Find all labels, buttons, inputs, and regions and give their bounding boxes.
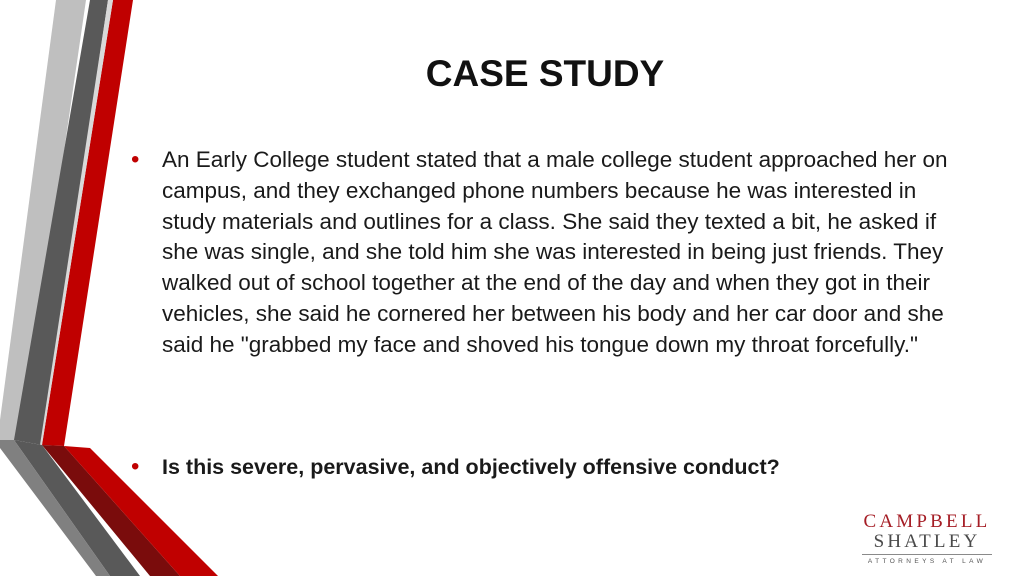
- bullet-item-scenario: [131, 145, 981, 425]
- logo-line-campbell: CAMPBELL: [863, 511, 991, 532]
- bullet-icon: •: [131, 453, 140, 480]
- bullet-icon: •: [131, 146, 140, 173]
- logo-divider: [862, 554, 992, 555]
- logo-line-shatley: SHATLEY: [873, 531, 981, 552]
- bullet-text-question: Is this severe, pervasive, and objectively offensive conduct?: [162, 455, 780, 479]
- logo-tagline: ATTORNEYS AT LAW: [867, 558, 987, 565]
- campbell-shatley-logo: [860, 512, 994, 568]
- bullet-text-scenario: An Early College student stated that a male college student approached her on campus, and they exchanged phone numbers because he was interested in study materials and outlines for a class. She said they texted a bit, he asked if she was single, and she told him she was interested in being just friends. They walked out of school together at the end of the day and when they got in their vehicles, she said he cornered her between his body and her car door and she said he "grabbed my face and shoved his tongue down my throat forcefully.": [162, 147, 948, 357]
- bullet-item-question: [131, 452, 981, 484]
- page-title: CASE STUDY: [425, 53, 665, 94]
